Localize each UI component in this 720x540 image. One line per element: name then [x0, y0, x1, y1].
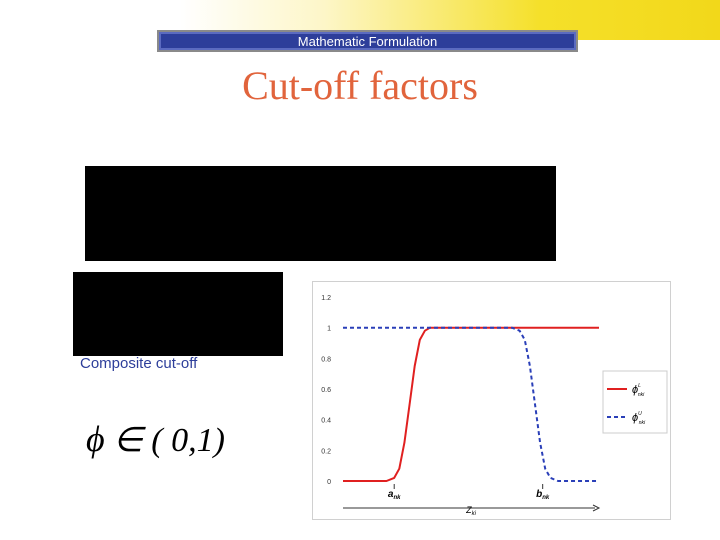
legend-label-1: $\phi^U$ nki	[632, 411, 646, 426]
series-line-1	[343, 328, 599, 481]
x-marker-label-subscript: nk	[542, 495, 550, 501]
x-axis-label-subscript: ki	[471, 511, 476, 517]
redacted-image-top	[85, 166, 556, 261]
composite-cutoff-label: Composite cut-off	[80, 355, 198, 372]
section-header-label: Mathematic Formulation	[297, 34, 438, 49]
y-tick-label: 0	[327, 479, 331, 486]
y-tick-label: 0.6	[321, 387, 331, 394]
series-line-0	[343, 328, 599, 481]
y-tick-label: 1.2	[321, 295, 331, 302]
cutoff-chart-frame	[312, 281, 671, 520]
x-axis-label: $Z_{ki}$	[466, 505, 476, 517]
legend-label-superscript: L	[638, 383, 641, 389]
redacted-image-left	[73, 272, 283, 356]
y-tick-label: 0.2	[321, 448, 331, 456]
formula-interval: ( 0,1)	[151, 422, 225, 459]
formula-element-of: ∈	[113, 422, 143, 459]
slide-title: Cut-off factors	[242, 63, 478, 108]
cutoff-range-formula	[86, 418, 225, 460]
legend-label-subscript: nki	[638, 420, 646, 426]
x-marker-label-subscript: nk	[393, 495, 401, 501]
y-tick-label: 1	[327, 325, 331, 333]
formula-phi: ϕ	[86, 419, 105, 459]
section-header-bar	[157, 30, 578, 52]
x-marker-label: $b_{nk}$	[536, 489, 550, 501]
legend-label-0: $\phi^L$ nki	[632, 383, 645, 398]
legend-label-subscript: nki	[637, 392, 645, 398]
x-marker-label: $a_{nk}$	[387, 489, 401, 501]
y-tick-label: 0.8	[321, 356, 331, 364]
cutoff-chart	[313, 282, 670, 519]
legend-label-superscript: U	[638, 411, 642, 417]
y-tick-label: 0.4	[321, 417, 331, 425]
